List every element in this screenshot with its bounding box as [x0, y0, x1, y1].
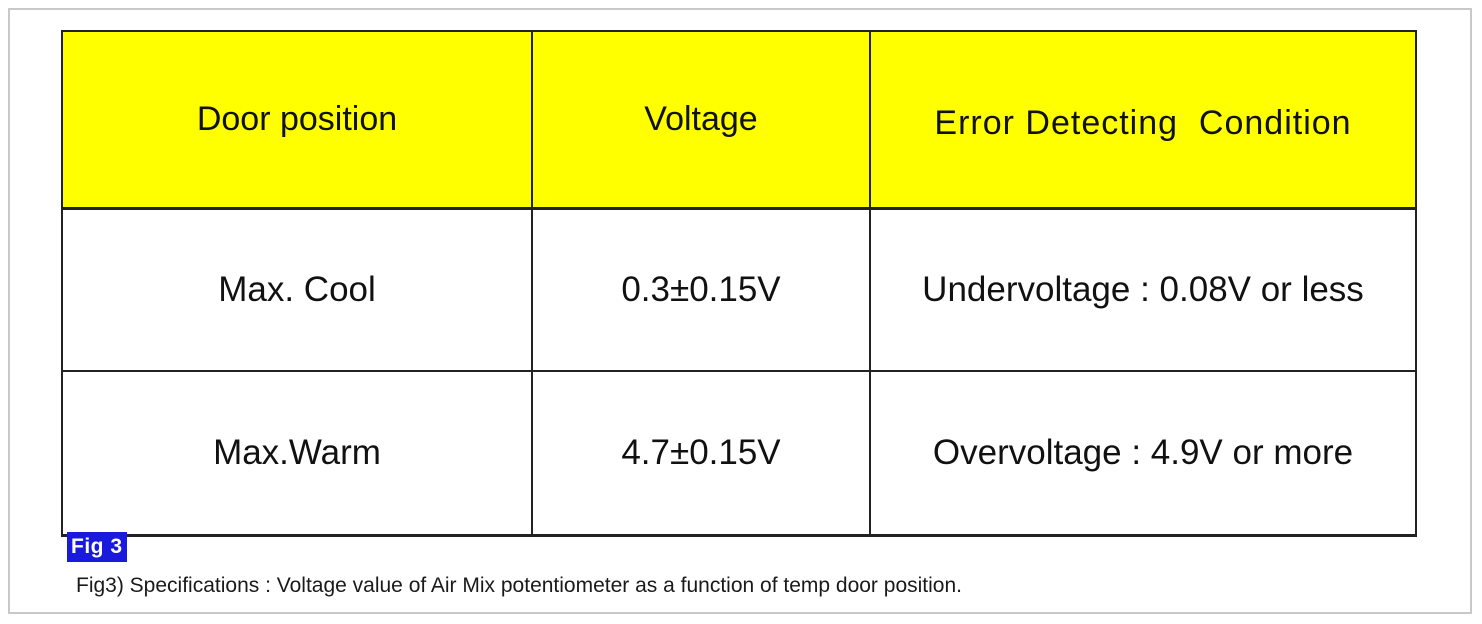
- cell-error-condition: Overvoltage : 4.9V or more: [870, 371, 1416, 536]
- cell-voltage: 4.7±0.15V: [532, 371, 870, 536]
- figure-caption: Fig3) Specifications : Voltage value of Air Mix potentiometer as a function of temp door position.: [76, 574, 962, 597]
- cell-voltage: 0.3±0.15V: [532, 209, 870, 372]
- table-row: [62, 371, 1416, 536]
- cell-door-position: Max. Cool: [62, 209, 532, 372]
- specification-table: [61, 30, 1417, 537]
- header-error-detecting-condition: Error Detecting Condition: [870, 31, 1416, 209]
- cell-error-condition: Undervoltage : 0.08V or less: [870, 209, 1416, 372]
- header-door-position: Door position: [62, 31, 532, 209]
- header-voltage: Voltage: [532, 31, 870, 209]
- table-header-row: [62, 31, 1416, 209]
- cell-door-position: Max.Warm: [62, 371, 532, 536]
- figure-label-badge: Fig 3: [67, 532, 127, 562]
- table-row: [62, 209, 1416, 372]
